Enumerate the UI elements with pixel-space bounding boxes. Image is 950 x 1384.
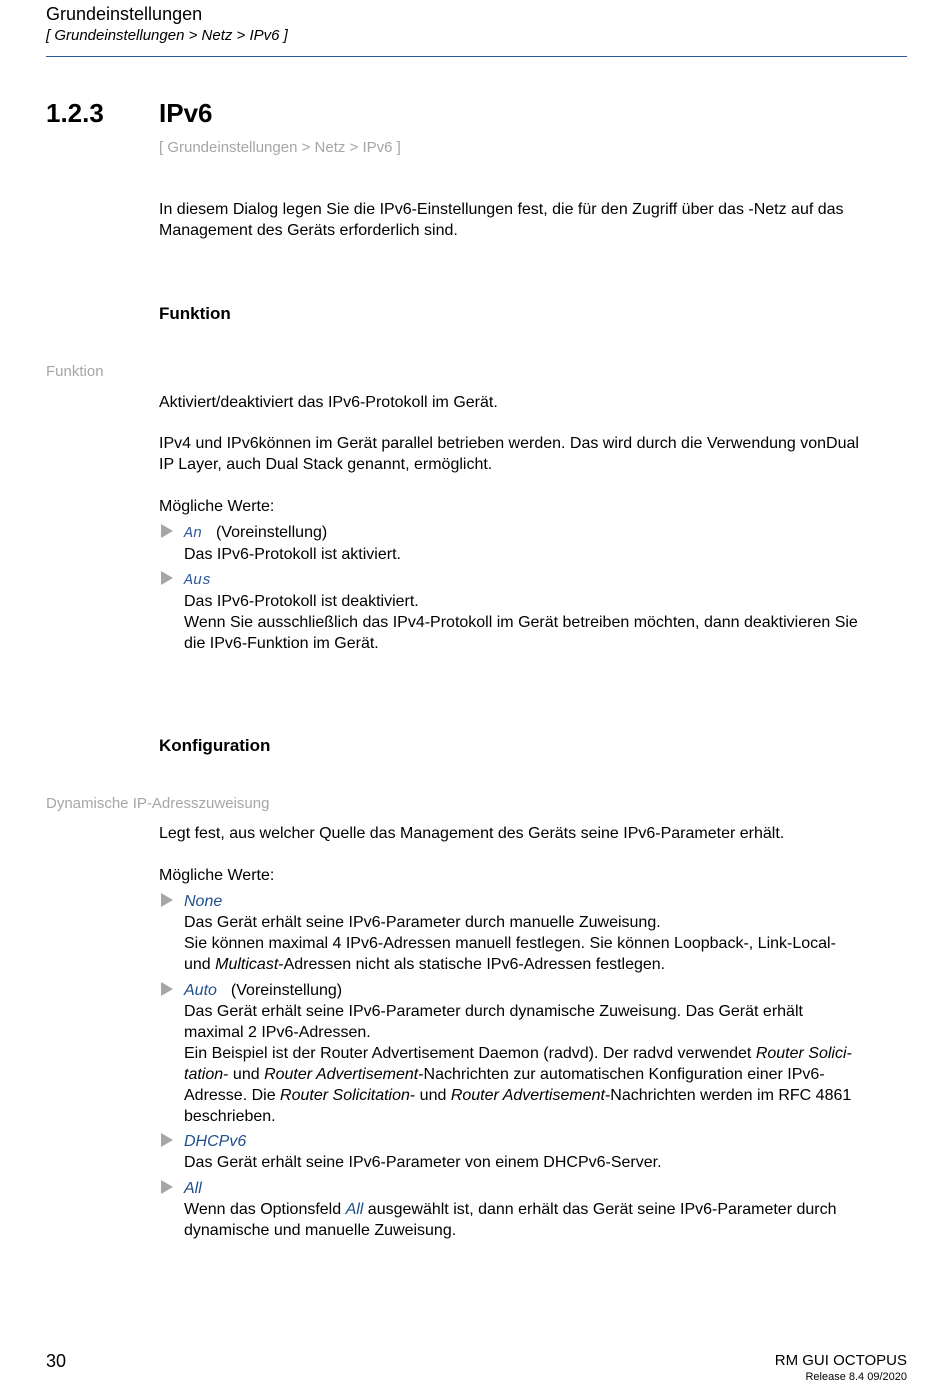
running-header-breadcrumb: [ Grundeinstellungen > Netz > IPv6 ] <box>46 27 288 44</box>
list-item-all: All Wenn das Optionsfeld All ausgewählt ist, dann erhält das Gerät seine IPv6-Parameter durch dynamische und manuelle Zuweisung. <box>184 1180 837 1239</box>
bullet-triangle-icon <box>161 571 173 585</box>
bullet-triangle-icon <box>161 893 173 907</box>
value-an: An <box>184 525 203 542</box>
list-item-auto: Auto (Voreinstellung) Das Gerät erhält seine IPv6-Parameter durch dynamische Zuweisung. Das Gerät erhält maximal 2 IPv6-Adressen. Ein Beispiel ist der Router Advertisement Daemon (radvd). Der radvd verwendet Router Solici- tation- und Router Advertisement-Nachrichten zur automatischen Konfiguration einer IPv6- Adresse. Die Router Solicitation- und Router Advertisement-Nachrichten werden im RFC 4861 beschrieben. <box>184 982 852 1125</box>
bullet-triangle-icon <box>161 1133 173 1147</box>
funktion-values-label: Mögliche Werte: <box>159 498 275 515</box>
funktion-description: Aktiviert/deaktiviert das IPv6-Protokoll im Gerät. <box>159 394 498 411</box>
value-none: None <box>184 893 223 910</box>
list-item-dhcpv6: DHCPv6 Das Gerät erhält seine IPv6-Parameter von einem DHCPv6-Server. <box>184 1133 662 1171</box>
konfiguration-heading: Konfiguration <box>159 736 271 755</box>
value-aus: Aus <box>184 572 212 589</box>
section-title: IPv6 <box>159 98 213 128</box>
bullet-triangle-icon <box>161 1180 173 1194</box>
footer-product: RM GUI OCTOPUS <box>774 1352 907 1369</box>
footer-release: Release 8.4 09/2020 <box>805 1371 907 1383</box>
funktion-dual-stack-note: IPv4 und IPv6können im Gerät parallel betrieben werden. Das wird durch die Verwendung vonDual IP Layer, auch Dual Stack genannt, ermöglicht. <box>159 435 859 473</box>
running-header-title: Grundeinstellungen <box>46 4 203 24</box>
intro-paragraph: In diesem Dialog legen Sie die IPv6-Einstellungen fest, die für den Zugriff über das -Netz auf das Management des Geräts erforderlich sind. <box>159 201 844 239</box>
list-item-aus: Aus Das IPv6-Protokoll ist deaktiviert. Wenn Sie ausschließlich das IPv4-Protokoll im Gerät betreiben möchten, dann deaktivieren Sie die IPv6-Funktion im Gerät. <box>184 572 858 652</box>
list-item-none: None Das Gerät erhält seine IPv6-Parameter durch manuelle Zuweisung. Sie können maximal 4 IPv6-Adressen manuell festlegen. Sie können Loopback-, Link-Local- und Multicast-Adressen nicht als statische IPv6-Adressen festlegen. <box>184 893 836 973</box>
konfiguration-values-label: Mögliche Werte: <box>159 867 275 884</box>
bullet-triangle-icon <box>161 524 173 538</box>
header-divider <box>46 56 907 57</box>
funktion-margin-label: Funktion <box>46 363 104 380</box>
konfiguration-description: Legt fest, aus welcher Quelle das Management des Geräts seine IPv6-Parameter erhält. <box>159 825 785 842</box>
section-breadcrumb: [ Grundeinstellungen > Netz > IPv6 ] <box>159 139 401 156</box>
value-dhcpv6: DHCPv6 <box>184 1133 247 1150</box>
section-number: 1.2.3 <box>46 98 104 128</box>
funktion-heading: Funktion <box>159 304 231 323</box>
konfiguration-margin-label: Dynamische IP-Adresszuweisung <box>46 795 270 812</box>
value-all: All <box>184 1180 202 1197</box>
list-item-an: An (Voreinstellung) Das IPv6-Protokoll ist aktiviert. <box>184 524 401 563</box>
page-number: 30 <box>46 1351 67 1371</box>
value-auto: Auto <box>184 982 217 999</box>
bullet-triangle-icon <box>161 982 173 996</box>
